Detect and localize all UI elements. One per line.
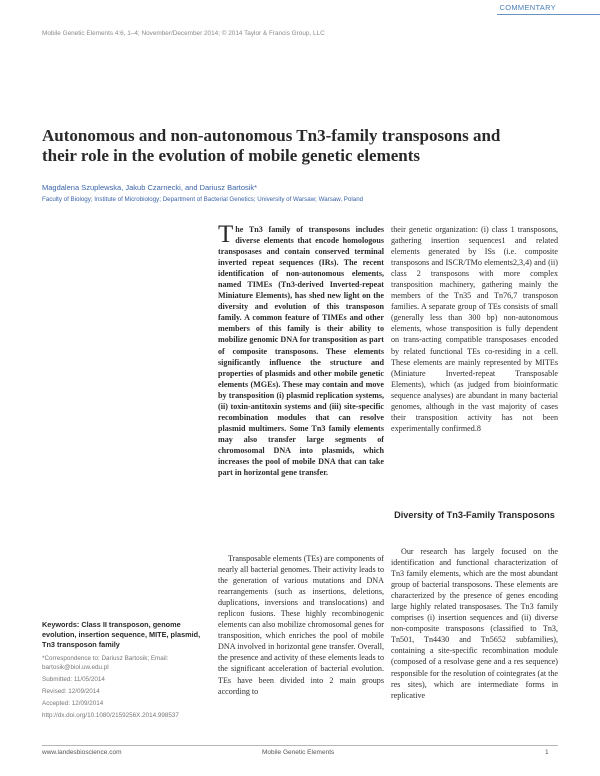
affiliation: Faculty of Biology; Institute of Microbiology; Department of Bacterial Genetics; University of Warsaw; Warsaw, Poland	[42, 196, 364, 203]
journal-citation: Mobile Genetic Elements 4:6, 1–4; November/December 2014; © 2014 Taylor & Francis Group, LLC	[42, 30, 325, 37]
section-heading: Diversity of Tn3-Family Transposons	[394, 510, 555, 520]
body-paragraph: their genetic organization: (i) class 1 transposons, gathering insertion sequences1 and related elements generated by ISs (i.e. composite transposons and ISCR/TMo elements2,3,4) and (ii) class 2 transposons with more complex transposition machinery, gathering mainly the members of the Tn35 and Tn76,7 transposon families. A separate group of TEs consists of small (generally less than 300 bp) non-autonomous elements, whose transposition is fully dependent on trans-acting compatible transposases encoded by related functional TEs co-residing in a cell. These elements are mainly represented by MITEs (Miniature Inverted-repeat Transposable Elements), which (as judged from bioinformatic sequence analyses) are abundant in many bacterial genomes, although in the vast majority of cases their transposition activity has not been experimentally confirmed.8	[391, 225, 558, 433]
footer-website[interactable]: www.landesbioscience.com	[42, 749, 122, 756]
abstract-text: he Tn3 family of transposons includes diverse elements that encode homologous transposases and contain conserved terminal inverted repeat sequences (IRs). The recent identification of non-autonomous elements, named TIMEs (Tn3-derived Inverted-repeat Miniature Elements), has shed new light on the diversity and evolution of this transposon family. A common feature of TIMEs and other members of this family is their ability to mobilize genomic DNA for transposition as part of composite transposons. These elements significantly influence the structure and properties of plasmids and other mobile genetic elements (MGEs). These may contain and move by transposition (i) plasmid replication systems, (ii) toxin-antitoxin systems and (iii) site-specific recombination modules that can resolve plasmid multimers. Some Tn3 family elements may also transfer large segments of chromosomal DNA into plasmids, which increases the pool of mobile DNA that can take part in horizontal gene transfer.	[218, 225, 384, 478]
article-meta	[42, 654, 207, 720]
doi-link[interactable]: http://dx.doi.org/10.1080/2159256X.2014.998537	[42, 712, 179, 719]
page-number: 1	[545, 749, 549, 756]
drop-cap: T	[218, 221, 234, 248]
author-list: Magdalena Szuplewska, Jakub Czarnecki, and Dariusz Bartosik*	[42, 183, 258, 192]
keywords: Keywords: Class II transposon, genome evolution, insertion sequence, MITE, plasmid, Tn3 transposon family	[42, 620, 201, 649]
correspondence: *Correspondence to: Dariusz Bartosik; Email: bartosik@biol.uw.edu.pl	[42, 655, 169, 671]
body-paragraph: Our research has largely focused on the identification and functional characterization of Tn3 family elements, which are the most abundant group of bacterial transposons. These elements are characterized by the presence of genes encoding large highly related transposases. The Tn3 family comprises (i) insertion sequences and (ii) diverse non-composite transposons (classified to Tn3, Tn501, Tn4430 and Tn5652 subfamilies), containing a site-specific recombination module (composed of a resolvase gene and a res sequence) responsible for the resolution of cointegrates (at the res sites), which are intermediate forms in replicative	[391, 547, 558, 700]
article-title: Autonomous and non-autonomous Tn3-family transposons and their role in the evolution of mobile genetic elements	[42, 126, 501, 165]
header-rule	[497, 14, 600, 15]
revised-date: Revised: 12/09/2014	[42, 688, 100, 695]
submitted-date: Submitted: 11/05/2014	[42, 676, 105, 683]
abstract	[218, 221, 384, 478]
body-paragraph: Transposable elements (TEs) are components of nearly all bacterial genomes. Their activity leads to the generation of various mutations and DNA rearrangements (such as insertions, deletions, duplications, inversions and translocations) and replicon fusions. These highly recombinogenic elements can also mobilize chromosomal genes for transposition, which enriches the pool of mobile DNA involved in horizontal gene transfer. Overall, the presence and activity of these elements leads to the significant acceleration of bacterial evolution. TEs have been divided into 2 main groups according to	[218, 554, 384, 696]
body-column-right-bottom	[391, 546, 558, 701]
article-sidebar	[42, 620, 207, 720]
footer-rule	[42, 745, 558, 746]
body-column-right-top	[391, 224, 558, 434]
section-label: COMMENTARY	[499, 3, 556, 12]
body-column-left	[218, 553, 384, 697]
footer-journal: Mobile Genetic Elements	[262, 749, 335, 756]
accepted-date: Accepted: 12/09/2014	[42, 700, 104, 707]
